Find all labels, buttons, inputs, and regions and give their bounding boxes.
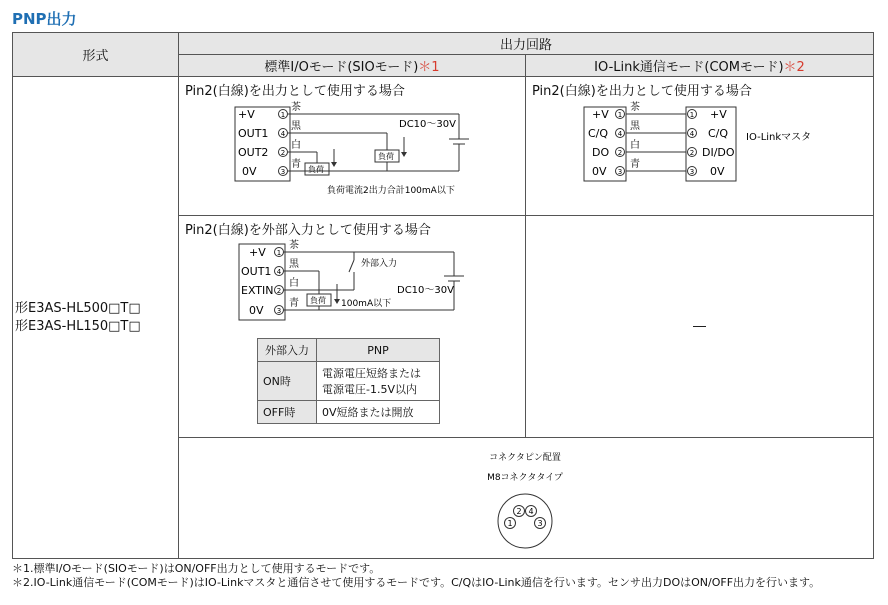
pin-number: 2 xyxy=(689,149,695,157)
io-link-master-label: IO-Linkマスタ xyxy=(746,132,812,143)
terminal-label: EXTIN xyxy=(241,284,274,297)
pin-number: 3 xyxy=(280,168,286,176)
pin-number: 1 xyxy=(276,249,282,257)
supply-voltage-label: DC10〜30V xyxy=(399,119,456,130)
external-input-label: 外部入力 xyxy=(361,259,398,269)
pin-number: 3 xyxy=(617,168,623,176)
pin-number: 3 xyxy=(537,519,543,528)
com-diagram-title: Pin2(白線)を出力として使用する場合 xyxy=(532,84,752,99)
output-circuit-header: 出力回路 xyxy=(179,33,874,55)
pin-number: 3 xyxy=(689,168,695,176)
terminal-label: +V xyxy=(249,246,266,259)
ext-table-value: 0V短絡または開放 xyxy=(317,401,440,424)
arrow-head xyxy=(401,152,407,157)
footnote: ＊2.IO-Link通信モード(COMモード)はIO-Linkマスタと通信させて使用するモードです。C/QはIO-Link通信を行います。センサ出力DOはON/OFF出力を行います。 xyxy=(12,576,821,589)
load-label: 負荷 xyxy=(378,152,394,161)
pin-number: 2 xyxy=(280,149,286,157)
arrow-head xyxy=(334,299,340,304)
footnote: ＊1.標準I/Oモード(SIOモード)はON/OFF出力として使用するモードです。 xyxy=(12,562,381,575)
wire-color-label: 茶 xyxy=(289,240,299,251)
com-diagram-cell xyxy=(526,77,874,216)
ext-table-row-label: ON時 xyxy=(258,362,317,401)
com-na-cell xyxy=(526,216,874,438)
ext-table-header: 外部入力 xyxy=(258,339,317,362)
terminal-label: OUT2 xyxy=(238,146,269,159)
connector-subtitle: M8コネクタタイプ xyxy=(487,473,563,483)
ext-table-value: 電源電圧短絡または xyxy=(322,367,421,380)
input-wiring-diagram xyxy=(179,238,524,330)
model-header: 形式 xyxy=(13,33,179,77)
terminal-label: +V xyxy=(592,108,609,121)
pin-number: 4 xyxy=(617,130,623,138)
pin-number: 3 xyxy=(276,307,282,315)
load-label: 負荷 xyxy=(310,296,326,305)
pin-number: 4 xyxy=(528,507,534,516)
pin-number: 1 xyxy=(617,111,623,119)
terminal-label: 0V xyxy=(710,165,725,178)
output-diagram-cell xyxy=(179,77,526,216)
supply-voltage-label: DC10〜30V xyxy=(397,285,454,296)
input-diagram-cell xyxy=(179,216,526,438)
wire-color-label: 茶 xyxy=(291,102,301,113)
connector-cell xyxy=(179,438,874,559)
pin-number: 1 xyxy=(689,111,695,119)
ext-table-row-label: OFF時 xyxy=(258,401,317,424)
terminal-label: 0V xyxy=(242,165,257,178)
pin-number: 4 xyxy=(689,130,695,138)
ext-table-value: 電源電圧-1.5V以内 xyxy=(322,383,417,396)
terminal-label: C/Q xyxy=(588,127,609,140)
pin-number: 2 xyxy=(276,287,282,295)
wire-color-label: 黒 xyxy=(630,121,640,132)
wire-color-label: 黒 xyxy=(291,121,301,132)
terminal-label: DI/DO xyxy=(702,146,735,159)
sio-mode-label: 標準I/Oモード(SIOモード) xyxy=(264,60,419,75)
ext-table-cell xyxy=(317,362,440,401)
footnotes xyxy=(12,562,820,590)
connector-title: コネクタピン配置 xyxy=(489,453,561,463)
pin-number: 1 xyxy=(280,111,286,119)
terminal-label: +V xyxy=(710,108,727,121)
terminal-label: DO xyxy=(592,146,610,159)
page-title: PNP出力 xyxy=(12,10,77,28)
connector-pin-diagram xyxy=(179,438,873,554)
com-wiring-diagram xyxy=(526,99,872,211)
wire-color-label: 白 xyxy=(630,140,640,151)
terminal-label: OUT1 xyxy=(238,127,269,140)
pin-number: 2 xyxy=(516,507,522,516)
wire-color-label: 黒 xyxy=(289,259,299,270)
model-name: 形E3AS-HL150□T□ xyxy=(15,318,141,334)
wire-color-label: 青 xyxy=(291,159,301,170)
ext-table-header: PNP xyxy=(317,339,440,362)
wire-color-label: 白 xyxy=(289,278,299,289)
output-wiring-diagram xyxy=(179,99,524,211)
load-label: 負荷 xyxy=(308,165,324,174)
external-input-switch xyxy=(349,260,354,272)
pin-number: 2 xyxy=(617,149,623,157)
sio-mode-header xyxy=(179,55,526,77)
not-applicable-dash: ― xyxy=(693,319,706,334)
external-input-table xyxy=(257,338,440,424)
terminal-label: 0V xyxy=(249,304,264,317)
load-current-note: 負荷電流2出力合計100mA以下 xyxy=(327,186,455,196)
wire-color-label: 青 xyxy=(630,159,640,170)
pin-number: 4 xyxy=(280,130,286,138)
com-note-mark: ＊2 xyxy=(783,60,805,75)
terminal-label: +V xyxy=(238,108,255,121)
arrow-head xyxy=(331,162,337,167)
com-mode-label: IO-Link通信モード(COMモード) xyxy=(594,60,784,75)
terminal-label: OUT1 xyxy=(241,265,272,278)
sio-note-mark: ＊1 xyxy=(418,60,440,75)
wire-color-label: 青 xyxy=(289,298,299,309)
model-cell xyxy=(13,77,179,559)
terminal-label: C/Q xyxy=(708,127,729,140)
terminal-label: 0V xyxy=(592,165,607,178)
com-mode-header xyxy=(526,55,874,77)
spec-table xyxy=(12,32,874,559)
input-diagram-title: Pin2(白線)を外部入力として使用する場合 xyxy=(185,223,431,238)
load-current-note: 100mA以下 xyxy=(341,299,392,309)
pin-number: 1 xyxy=(507,519,513,528)
pin-number: 4 xyxy=(276,268,282,276)
wire-color-label: 白 xyxy=(291,140,301,151)
wire-color-label: 茶 xyxy=(630,102,640,113)
output-diagram-title: Pin2(白線)を出力として使用する場合 xyxy=(185,84,405,99)
model-name: 形E3AS-HL500□T□ xyxy=(15,300,141,316)
